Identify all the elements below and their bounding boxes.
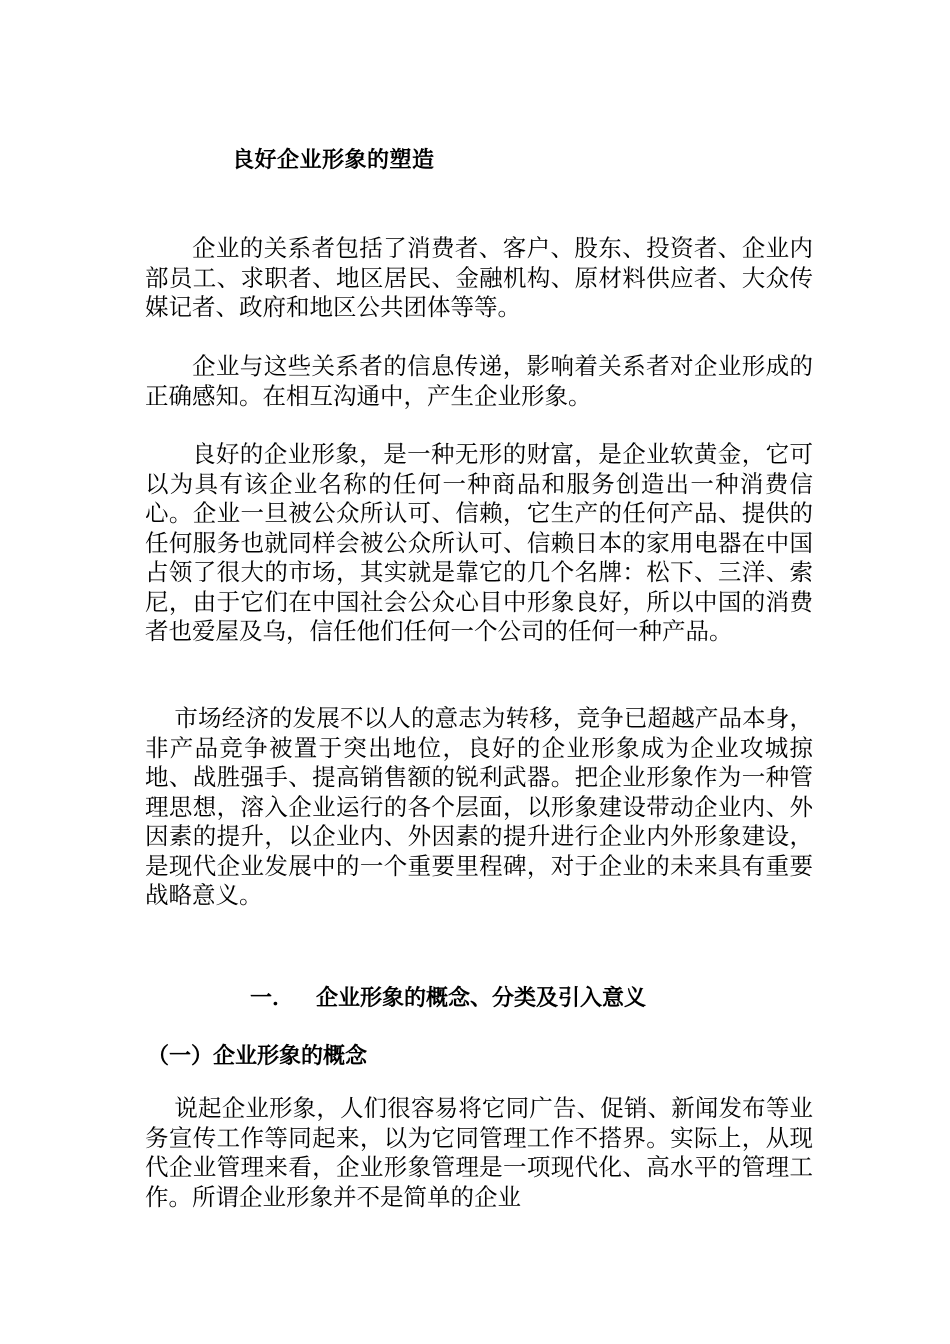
paragraph-market-economy: 市场经济的发展不以人的意志为转移，竞争已超越产品本身，非产品竞争被置于突出地位，良好的企业形象成为企业攻城掠地、战胜强手、提高销售额的锐利武器。把企业形象作为一种管理思想，溶入企业运行的各个层面，以形象建设带动企业内、外因素的提升，以企业内、外因素的提升进行企业内外形象建设，是现代企业发展中的一个重要里程碑，对于企业的未来具有重要战略意义。 (145, 704, 813, 909)
subsection-heading: （一）企业形象的概念 (147, 1044, 368, 1069)
section-heading (250, 984, 646, 1014)
paragraph-concept: 说起企业形象，人们很容易将它同广告、促销、新闻发布等业务宣传工作等同起来，以为它同管理工作不搭界。实际上，从现代企业管理来看，企业形象管理是一项现代化、高水平的管理工作。所谓企业形象并不是简单的企业 (145, 1094, 813, 1211)
paragraph-stakeholders: 企业的关系者包括了消费者、客户、股东、投资者、企业内部员工、求职者、地区居民、金融机构、原材料供应者、大众传媒记者、政府和地区公共团体等等。 (145, 234, 813, 321)
section-number: 一． (250, 986, 295, 1011)
paragraph-communication: 企业与这些关系者的信息传递，影响着关系者对企业形成的正确感知。在相互沟通中，产生企业形象。 (145, 352, 813, 410)
section-title: 企业形象的概念、分类及引入意义 (316, 986, 647, 1011)
document-title: 良好企业形象的塑造 (232, 148, 435, 173)
paragraph-good-image: 良好的企业形象，是一种无形的财富，是企业软黄金，它可以为具有该企业名称的任何一种商品和服务创造出一种消费信心。企业一旦被公众所认可、信赖，它生产的任何产品、提供的任何服务也就同样会被公众所认可、信赖日本的家用电器在中国占领了很大的市场，其实就是靠它的几个名牌：松下、三洋、索尼，由于它们在中国社会公众心目中形象良好，所以中国的消费者也爱屋及乌，信任他们任何一个公司的任何一种产品。 (145, 440, 813, 645)
